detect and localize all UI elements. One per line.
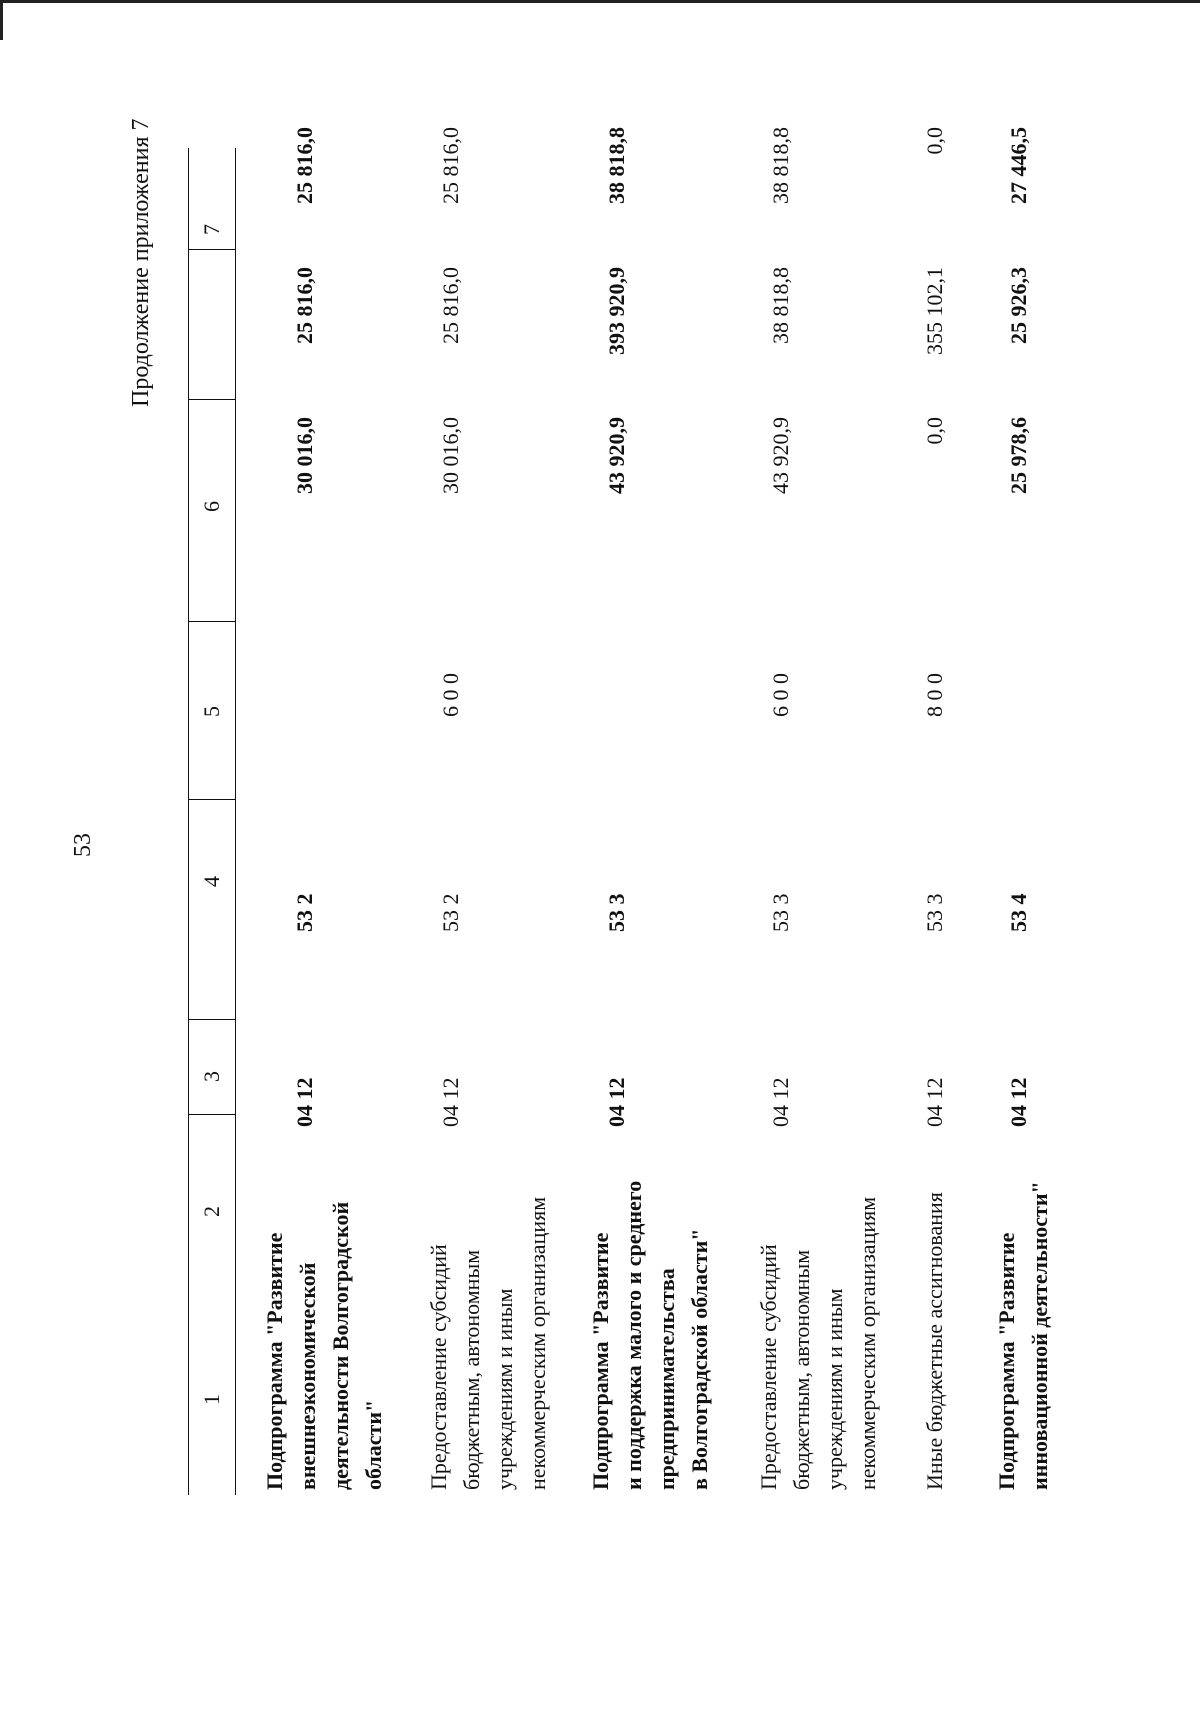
cell-expense-type: 6 0 0 (768, 673, 793, 717)
row-title: Подпрограмма "Развитие и поддержка малого и среднего предпринимательства в Волгоградской области" (588, 1180, 712, 1490)
cell-amount-col6: 25 816,0 (438, 267, 463, 344)
row-title: Предоставление субсидий бюджетным, автономным учреждениям и иным некоммерческим организациям (756, 1196, 880, 1490)
header-divider (188, 621, 235, 622)
cell-program-code: 53 4 (1006, 893, 1031, 932)
cell-amount-col5: 30 016,0 (292, 417, 317, 494)
cell-amount-col7: 38 818,8 (604, 127, 629, 204)
row-title: Предоставление субсидий бюджетным, автономным учреждениям и иным некоммерческим организациям (426, 1196, 550, 1490)
row-title: Подпрограмма "Развитие инновационной деятельности" (994, 1181, 1052, 1490)
cell-section: 04 12 (768, 1077, 793, 1127)
cell-amount-col7: 0,0 (922, 127, 947, 155)
header-divider (188, 799, 235, 800)
cell-section: 04 12 (292, 1077, 317, 1127)
column-number-3: 3 (199, 1071, 224, 1082)
header-divider (188, 1114, 235, 1115)
cell-program-code: 53 2 (292, 893, 317, 932)
cell-amount-col7: 25 816,0 (292, 127, 317, 204)
column-number-7: 7 (199, 224, 224, 235)
page-number: 53 (70, 833, 96, 857)
cell-section: 04 12 (922, 1077, 947, 1127)
row-title: Подпрограмма "Развитие внешнеэкономической деятельности Волгоградской области" (262, 1201, 386, 1490)
cell-amount-col6: 25 926,3 (1006, 267, 1031, 344)
header-divider (188, 1019, 235, 1020)
cell-expense-type: 8 0 0 (922, 673, 947, 717)
cell-amount-col5: 43 920,9 (768, 417, 793, 494)
cell-amount-col5: 43 920,9 (604, 417, 629, 494)
cell-section: 04 12 (1006, 1077, 1031, 1127)
cell-program-code: 53 3 (922, 893, 947, 932)
column-number-6: 6 (199, 501, 224, 512)
cell-amount-col6: 355 102,1 (922, 267, 947, 355)
cell-amount-col5: 30 016,0 (438, 417, 463, 494)
column-number-4: 4 (199, 876, 224, 887)
cell-section: 04 12 (438, 1077, 463, 1127)
cell-amount-col5: 0,0 (922, 417, 947, 445)
continuation-title: Продолжение приложения 7 (128, 118, 154, 407)
column-number-2: 2 (199, 1206, 224, 1217)
cell-program-code: 53 3 (768, 893, 793, 932)
cell-program-code: 53 3 (604, 893, 629, 932)
cell-amount-col6: 38 818,8 (768, 267, 793, 344)
cell-amount-col7: 25 816,0 (438, 127, 463, 204)
cell-program-code: 53 2 (438, 893, 463, 932)
cell-amount-col6: 25 816,0 (292, 267, 317, 344)
cell-amount-col5: 25 978,6 (1006, 417, 1031, 494)
cell-amount-col7: 27 446,5 (1006, 127, 1031, 204)
cell-amount-col6: 393 920,9 (604, 267, 629, 355)
column-number-5: 5 (199, 706, 224, 717)
cell-amount-col7: 38 818,8 (768, 127, 793, 204)
cell-section: 04 12 (604, 1077, 629, 1127)
header-divider (188, 249, 235, 250)
cell-expense-type: 6 0 0 (438, 673, 463, 717)
column-number-1: 1 (199, 1394, 224, 1405)
table-header-bottom-rule (235, 148, 236, 1495)
table-header-top-rule (188, 148, 189, 1495)
header-divider (188, 399, 235, 400)
row-title: Иные бюджетные ассигнования (922, 1192, 947, 1490)
